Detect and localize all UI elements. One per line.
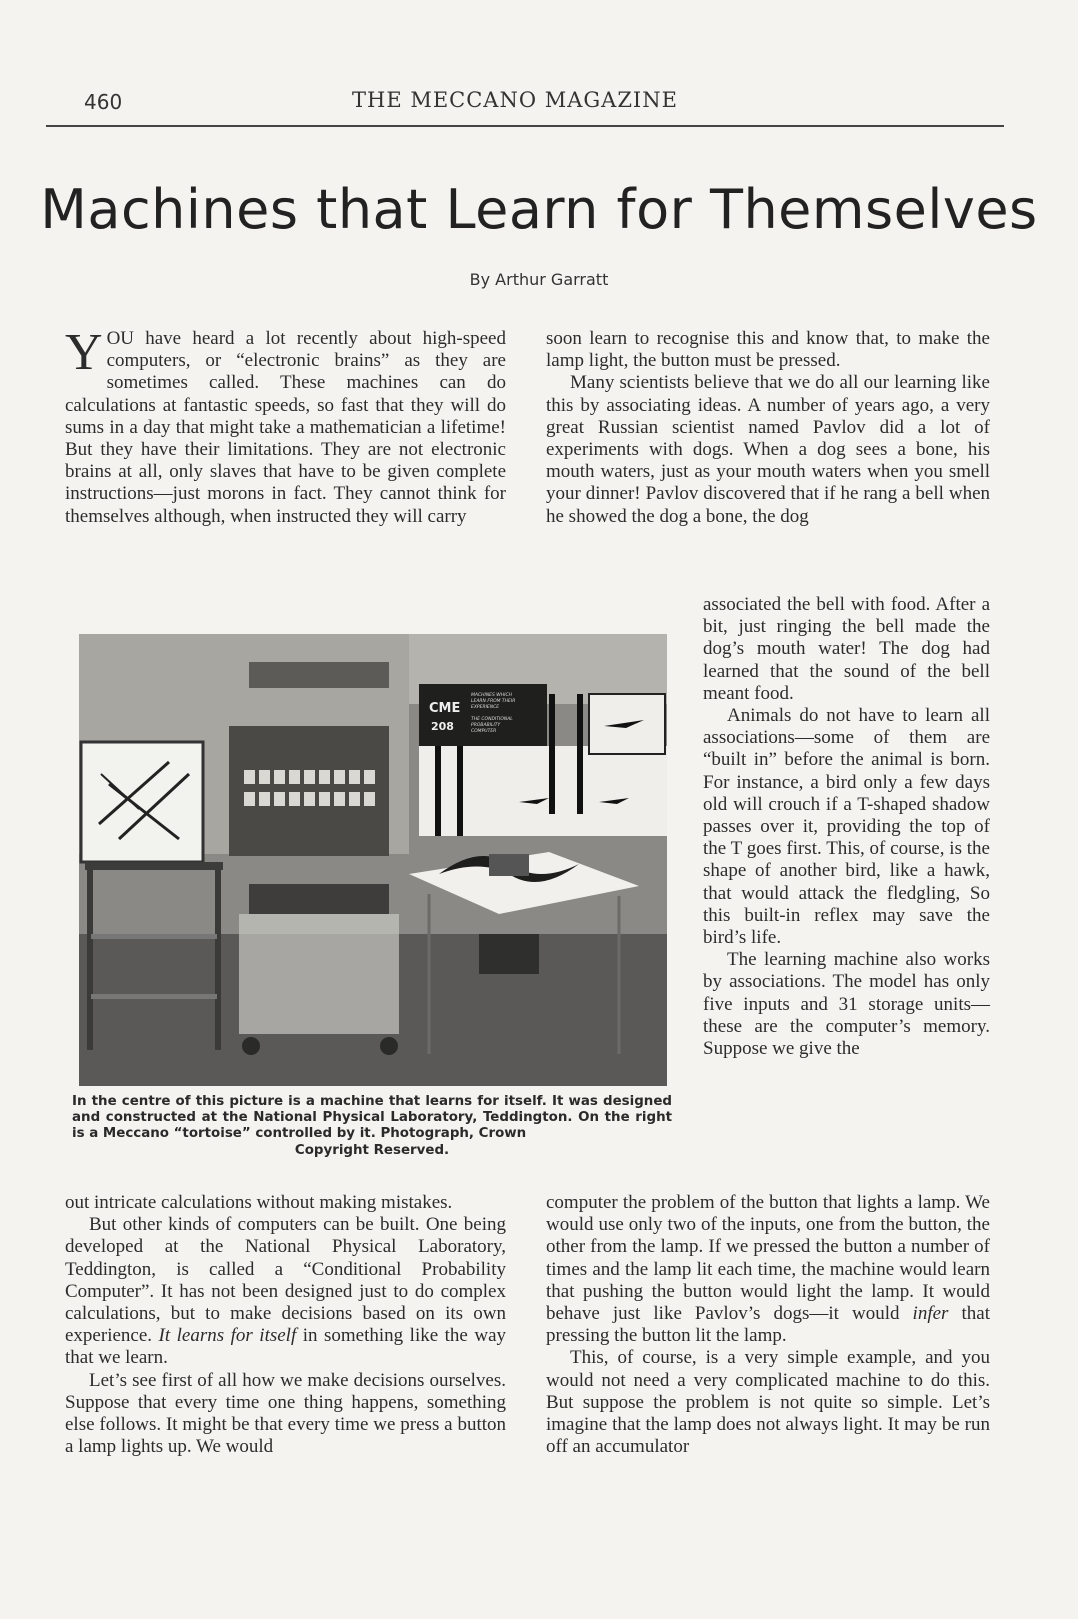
italic-infer: infer (912, 1303, 949, 1325)
magazine-title: THE MECCANO MAGAZINE (352, 88, 678, 112)
caption-copyright: Copyright Reserved. (294, 1142, 450, 1158)
paragraph-pavlov: Many scientists believe that we do all our learning like this by associating ideas. A number of years ago, a very great Russian scientist named Pavlov did a lot of experiments with dogs. When a dog sees a bone, his mouth waters, just as your mouth waters when you smell your dinner! Pavlov discovered that if he rang a bell when he showed the dog a bone, the dog (546, 372, 990, 527)
article-photo (79, 634, 667, 1086)
left-column-top (65, 324, 506, 528)
paragraph-pavlov-cont: associated the bell with food. After a bit, just ringing the bell made the dog’s mouth water! The dog had learned that the sound of the bell meant food. (703, 594, 990, 704)
drop-cap: Y (65, 324, 103, 381)
photo-sign-line: MACHINES WHICH (471, 693, 512, 698)
article-title: Machines that Learn for Themselves (40, 178, 1038, 241)
photo-sign-line: PROBABILITY (471, 723, 501, 728)
photo-sign-num: 208 (431, 720, 454, 733)
photo-sign-line: LEARN FROM THEIR (471, 699, 516, 704)
italic-learns: It learns for itself (158, 1325, 297, 1347)
paragraph-animals: Animals do not have to learn all associations—some of them are “built in” before the animal is born. For instance, a bird only a few days old will crouch if a T-shaped shadow passes over it, providing the top of the T goes first. This, of course, is the shape of another bird, like a hawk, that would attack the fledgling, So this built-in reflex may save the bird’s life. (703, 705, 990, 949)
paragraph-other-computers-end: in something like the way that we learn. (65, 1325, 506, 1369)
article-byline: By Arthur Garratt (469, 270, 609, 289)
paragraph-button-lamp-end: that pressing the button lit the lamp. (546, 1303, 991, 1347)
paragraph-simple-example: This, of course, is a very simple example, and you would not need a very complicated machine to do this. But suppose the problem is not quite so simple. Let’s imagine that the lamp does not always light. It may be run off an accumulator (546, 1347, 990, 1458)
paragraph-button-lamp: computer the problem of the button that lights a lamp. We would use only two of the inputs, one from the button, the other from the lamp. If we pressed the button a number of times and the lamp lit each time, the machine would learn that pushing the button would light the lamp. It would behave just like Pavlov’s dogs—it would (546, 1192, 990, 1325)
photo-sign-big: CME (429, 701, 461, 716)
left-column-bottom (65, 1192, 506, 1458)
photo-sign-line: COMPUTER (471, 729, 497, 734)
right-column-narrow (703, 594, 990, 1060)
photo-sign-line: EXPERIENCE (471, 705, 500, 710)
page-number: 460 (84, 90, 123, 114)
right-column-bottom (546, 1192, 990, 1458)
paragraph-recognise: soon learn to recognise this and know that, to make the lamp light, the button must be pressed. (546, 328, 990, 372)
paragraph-learning-machine: The learning machine also works by associations. The model has only five inputs and 31 storage units—these are the computer’s memory. Suppose we give the (703, 949, 990, 1060)
paragraph-intro-cont: out intricate calculations without making mistakes. (65, 1192, 453, 1213)
photo-caption (72, 1094, 672, 1159)
paragraph-other-computers: But other kinds of computers can be built. One being developed at the National Physical Laboratory, Teddington, is called a “Conditional Probability Computer”. It has not been designed just to do complex calculations, but to make decisions based on its own experience. (65, 1214, 506, 1347)
photo-sign-line: THE CONDITIONAL (471, 717, 513, 722)
paragraph-intro: OU have heard a lot recently about high-speed computers, or “electronic brains” as they are sometimes called. These machines can do calculations at fantastic speeds, so fast that they will do sums in a day that might take a mathematician a lifetime! But they have their limitations. They are not electronic brains at all, only slaves that have to be given complete instructions—just morons in fact. They cannot think for themselves although, when instructed they will carry (65, 328, 506, 527)
caption-text: In the centre of this picture is a machine that learns for itself. It was designed and constructed at the National Physical Laboratory, Teddington. On the right is a Meccano “tortoise” controlled by it. Photograph, Crown (72, 1094, 672, 1142)
right-column-top (546, 328, 990, 528)
paragraph-decisions: Let’s see first of all how we make decisions ourselves. Suppose that every time one thing happens, something else follows. It might be that every time we press a button a lamp lights up. We would (65, 1369, 506, 1458)
header-rule (46, 125, 1004, 127)
photo-illustration (79, 634, 667, 1086)
